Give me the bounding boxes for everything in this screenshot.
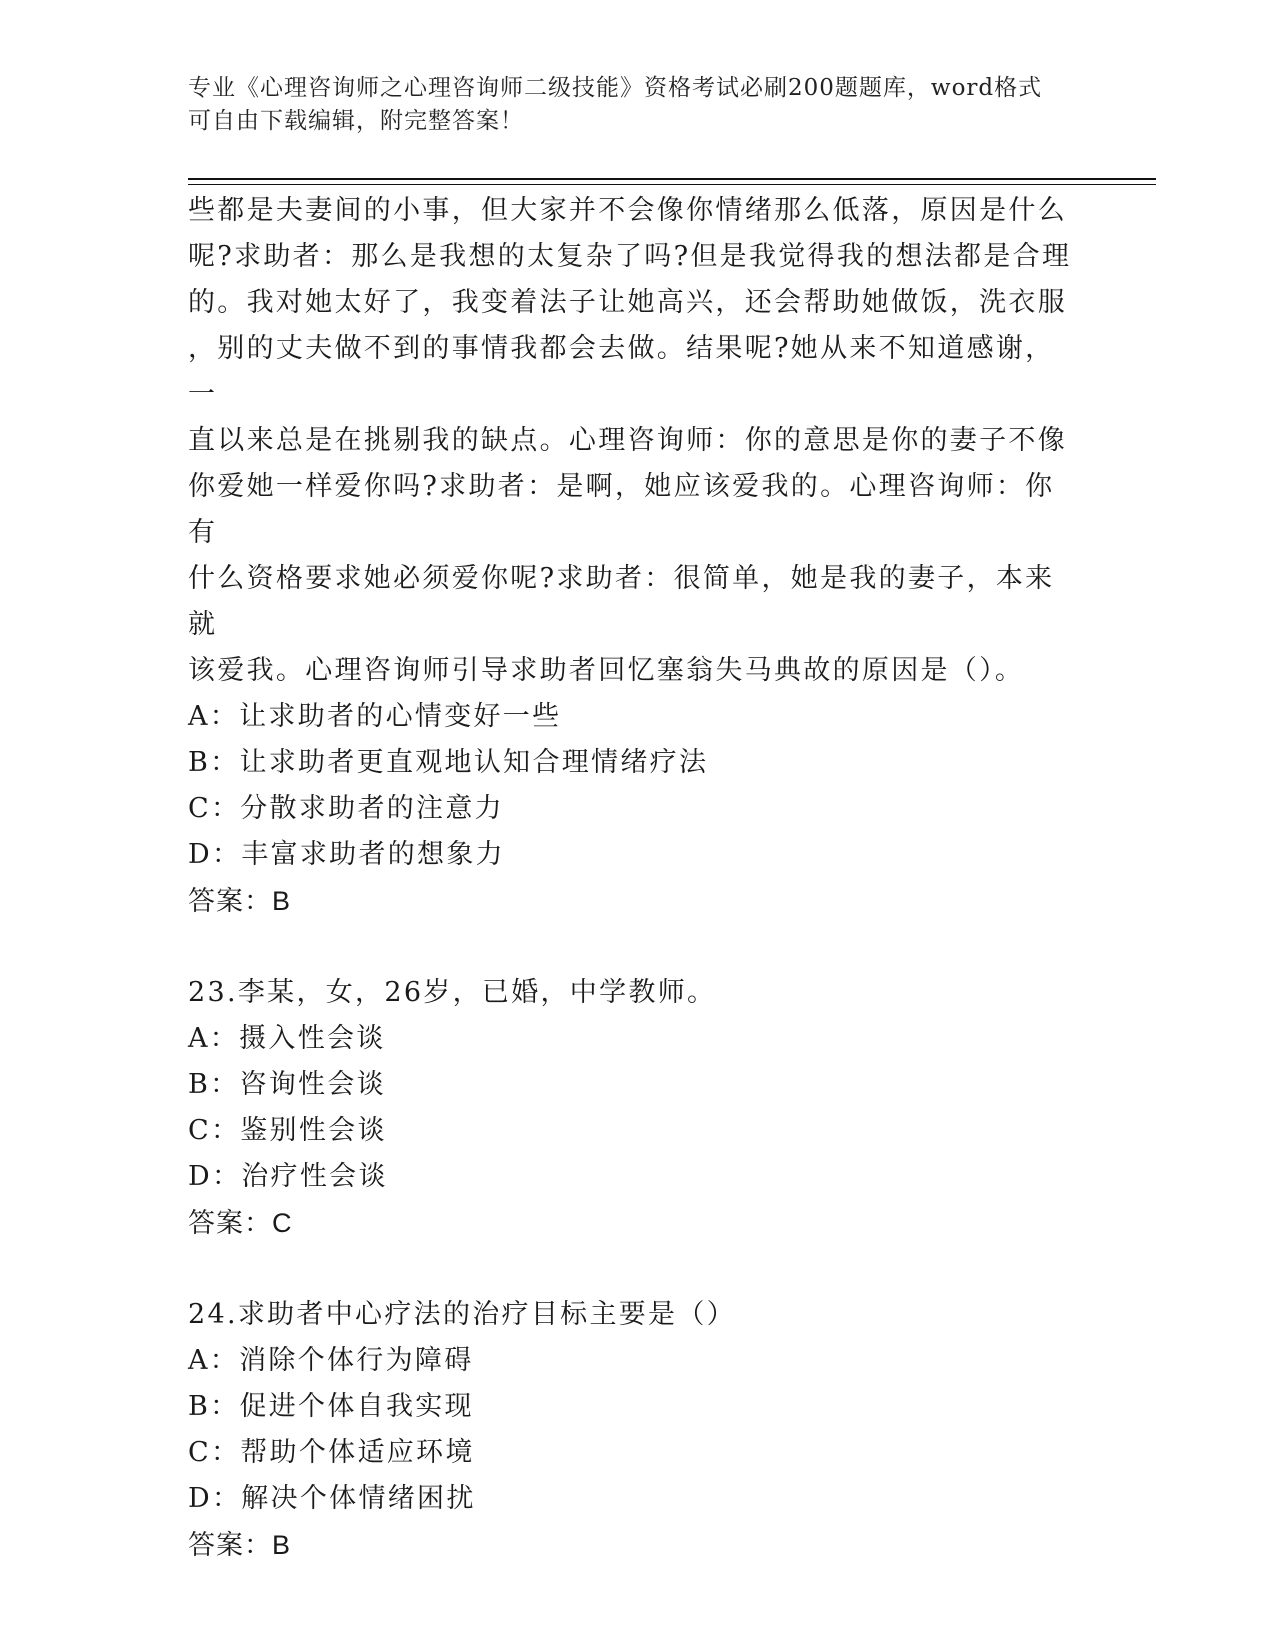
question-22: [188, 188, 1078, 924]
option-c: C：鉴别性会谈: [188, 1115, 387, 1146]
question-stem: 24.求助者中心疗法的治疗目标主要是（）: [188, 1299, 736, 1330]
header-rule-thick: [188, 178, 1156, 180]
option-a: A：摄入性会谈: [188, 1023, 386, 1054]
answer-line: 答案：B: [188, 1530, 292, 1560]
option-a: A：消除个体行为障碍: [188, 1345, 474, 1376]
question-stem-line: 你爱她一样爱你吗?求助者：是啊，她应该爱我的。心理咨询师：你有: [188, 471, 1055, 548]
option-d: D：解决个体情绪困扰: [188, 1483, 476, 1514]
question-stem-line: 呢?求助者：那么是我想的太复杂了吗?但是我觉得我的想法都是合理: [188, 241, 1072, 272]
option-b: B：促进个体自我实现: [188, 1391, 474, 1422]
question-stem-line: 的。我对她太好了，我变着法子让她高兴，还会帮助她做饭，洗衣服: [188, 287, 1067, 318]
answer-line: 答案：C: [188, 1208, 293, 1238]
answer-line: 答案：B: [188, 886, 292, 916]
question-stem-line: 什么资格要求她必须爱你呢?求助者：很简单，她是我的妻子，本来就: [188, 563, 1055, 640]
document-body: [188, 188, 1078, 1568]
option-d: D：治疗性会谈: [188, 1161, 388, 1192]
option-c: C：帮助个体适应环境: [188, 1437, 475, 1468]
question-23: [188, 970, 1078, 1246]
question-stem: 23.李某，女，26岁，已婚，中学教师。: [188, 977, 717, 1008]
question-spacer: [188, 924, 1078, 970]
question-stem-line: 些都是夫妻间的小事，但大家并不会像你情绪那么低落，原因是什么: [188, 195, 1067, 226]
option-c: C：分散求助者的注意力: [188, 793, 504, 824]
option-b: B：咨询性会谈: [188, 1069, 386, 1100]
document-header: [188, 72, 1068, 138]
header-line-1: 专业《心理咨询师之心理咨询师二级技能》资格考试必刷200题题库，word格式: [188, 75, 1043, 101]
question-stem-line: 该爱我。心理咨询师引导求助者回忆塞翁失马典故的原因是（）。: [188, 655, 1025, 686]
question-stem-line: ，别的丈夫做不到的事情我都会去做。结果呢?她从来不知道感谢，一: [188, 333, 1055, 410]
question-spacer: [188, 1246, 1078, 1292]
question-24: [188, 1292, 1078, 1568]
option-d: D：丰富求助者的想象力: [188, 839, 505, 870]
option-a: A：让求助者的心情变好一些: [188, 701, 562, 732]
option-b: B：让求助者更直观地认知合理情绪疗法: [188, 747, 709, 778]
header-line-2: 可自由下载编辑，附完整答案！: [188, 108, 524, 134]
header-rule-thin: [188, 184, 1156, 185]
question-stem-line: 直以来总是在挑剔我的缺点。心理咨询师：你的意思是你的妻子不像: [188, 425, 1067, 456]
